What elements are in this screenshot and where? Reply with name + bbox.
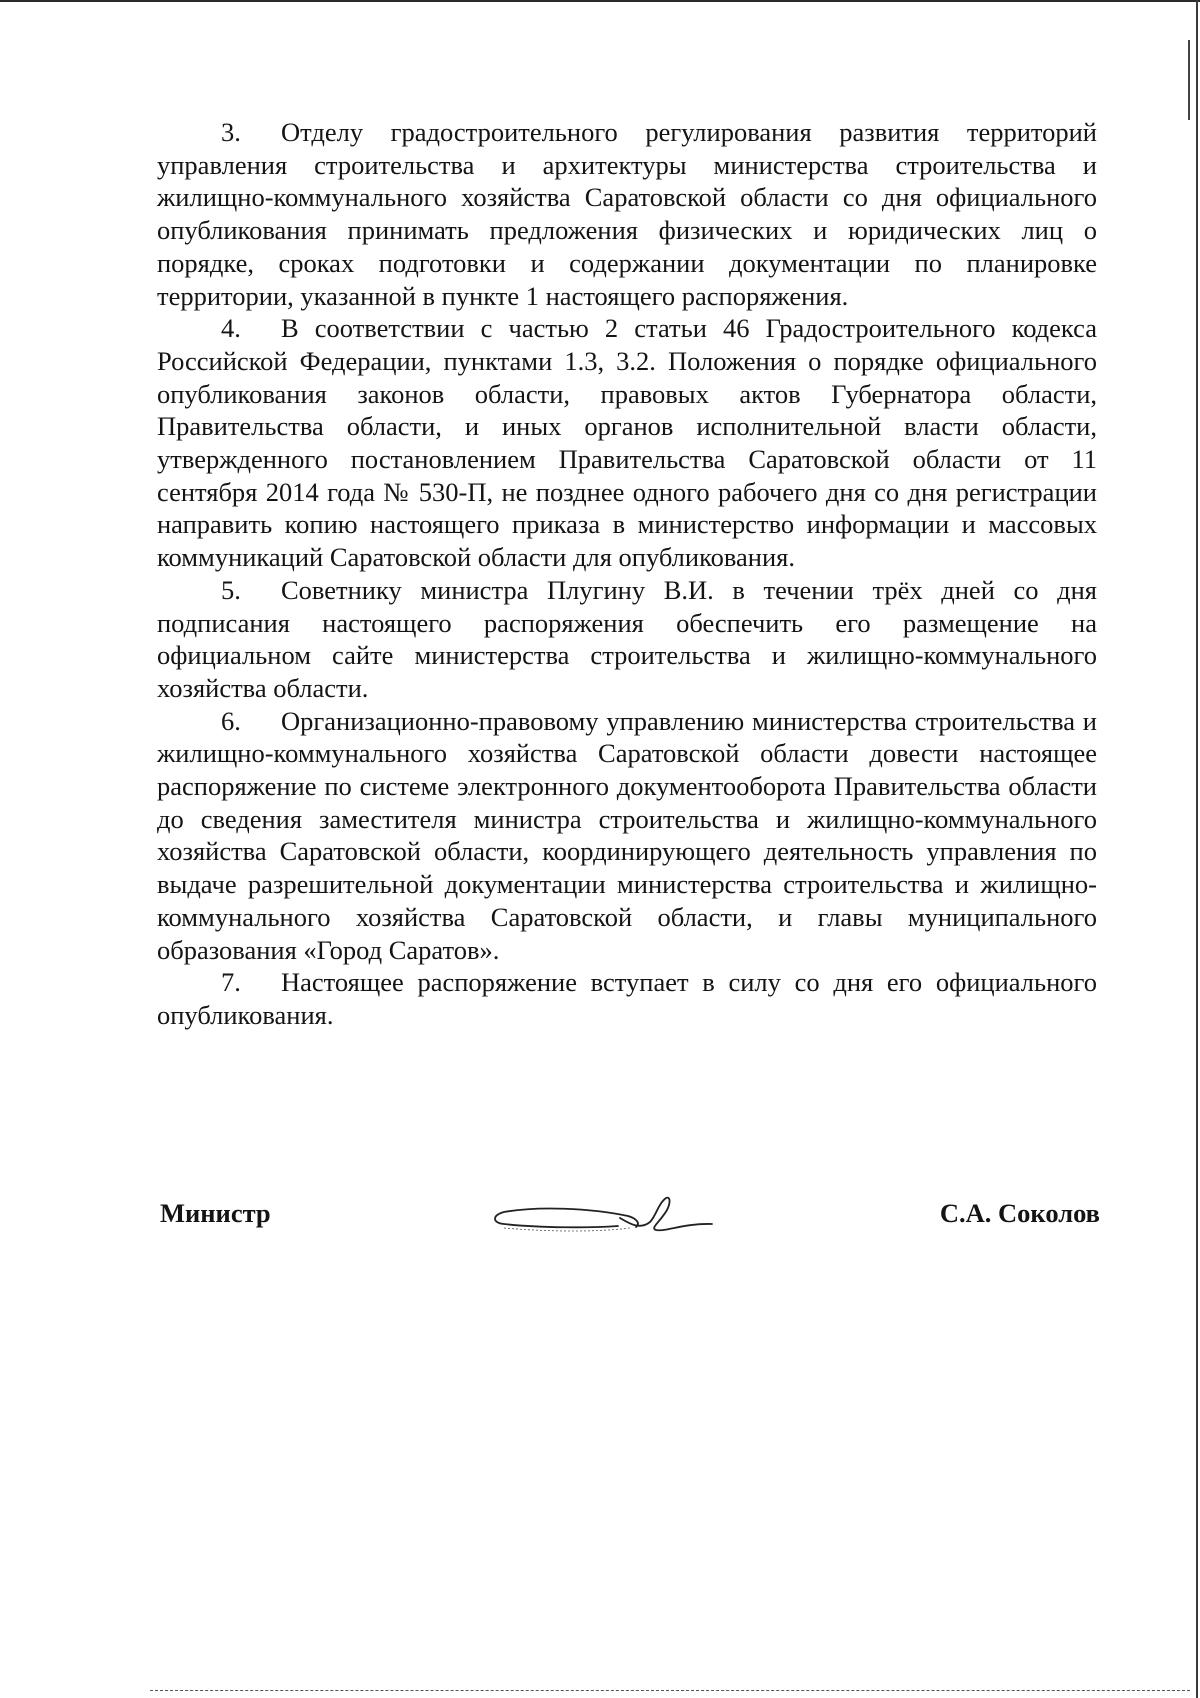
clause-number: 3. bbox=[221, 117, 241, 147]
clause-number: 7. bbox=[221, 967, 241, 998]
clause-number: 4. bbox=[221, 313, 241, 344]
clause-7 bbox=[157, 966, 1097, 1031]
clause-text: Отделу градостроительного регулирования развития территорий управления строительства и архитектуры министерства строительства и жилищно-коммунального хозяйства Саратовской области со дня официального опубликования принимать предложения физических и юридических лиц о порядке, сроках подготовки и содержании документации по планировке территории, указанной в пункте 1 настоящего распоряжения. bbox=[157, 117, 1097, 311]
signatory-name: С.А. Соколов bbox=[939, 1198, 1100, 1228]
document-body bbox=[157, 116, 1097, 1032]
scan-mark-bottom bbox=[150, 1690, 1190, 1692]
signatory-position: Министр bbox=[160, 1198, 271, 1228]
clause-text: В соответствии с частью 2 статьи 46 Градостроительного кодекса Российской Федерации, пунктами 1.3, 3.2. Положения о порядке официального опубликования законов области, правовых актов Губернатора области, Правительства области, и иных органов исполнительной власти области, утвержденного постановлением Правительства Саратовской области от 11 сентября 2014 года № 530-П, не позднее одного рабочего дня со дня регистрации направить копию настоящего приказа в министерство информации и массовых коммуникаций Саратовской области для опубликования. bbox=[157, 313, 1097, 573]
clause-number: 6. bbox=[221, 705, 241, 736]
scan-mark-right bbox=[1188, 40, 1190, 120]
clause-6 bbox=[157, 705, 1097, 967]
clause-text: Настоящее распоряжение вступает в силу со дня его официального опубликования. bbox=[157, 967, 1097, 1030]
clause-text: Советнику министра Плугину В.И. в течении трёх дней со дня подписания настоящего распоряжения обеспечить его размещение на официальном сайте министерства строительства и жилищно-коммунального хозяйства области. bbox=[157, 574, 1097, 703]
scan-edge-top bbox=[0, 0, 1200, 2]
handwritten-signature bbox=[490, 1190, 730, 1250]
signature-block bbox=[160, 1190, 1100, 1250]
scan-edge-right bbox=[1196, 0, 1198, 1698]
clause-text: Организационно-правовому управлению министерства строительства и жилищно-коммунального хозяйства Саратовской области довести настоящее распоряжение по системе электронного документооборота Правительства области до сведения заместителя министра строительства и жилищно-коммунального хозяйства Саратовской области, координирующего деятельность управления по выдаче разрешительной документации министерства строительства и жилищно-коммунального хозяйства Саратовской области, и главы муниципального образования «Город Саратов». bbox=[157, 705, 1097, 965]
clause-4 bbox=[157, 312, 1097, 574]
clause-3 bbox=[157, 116, 1097, 312]
clause-5 bbox=[157, 574, 1097, 705]
clause-number: 5. bbox=[221, 574, 241, 605]
